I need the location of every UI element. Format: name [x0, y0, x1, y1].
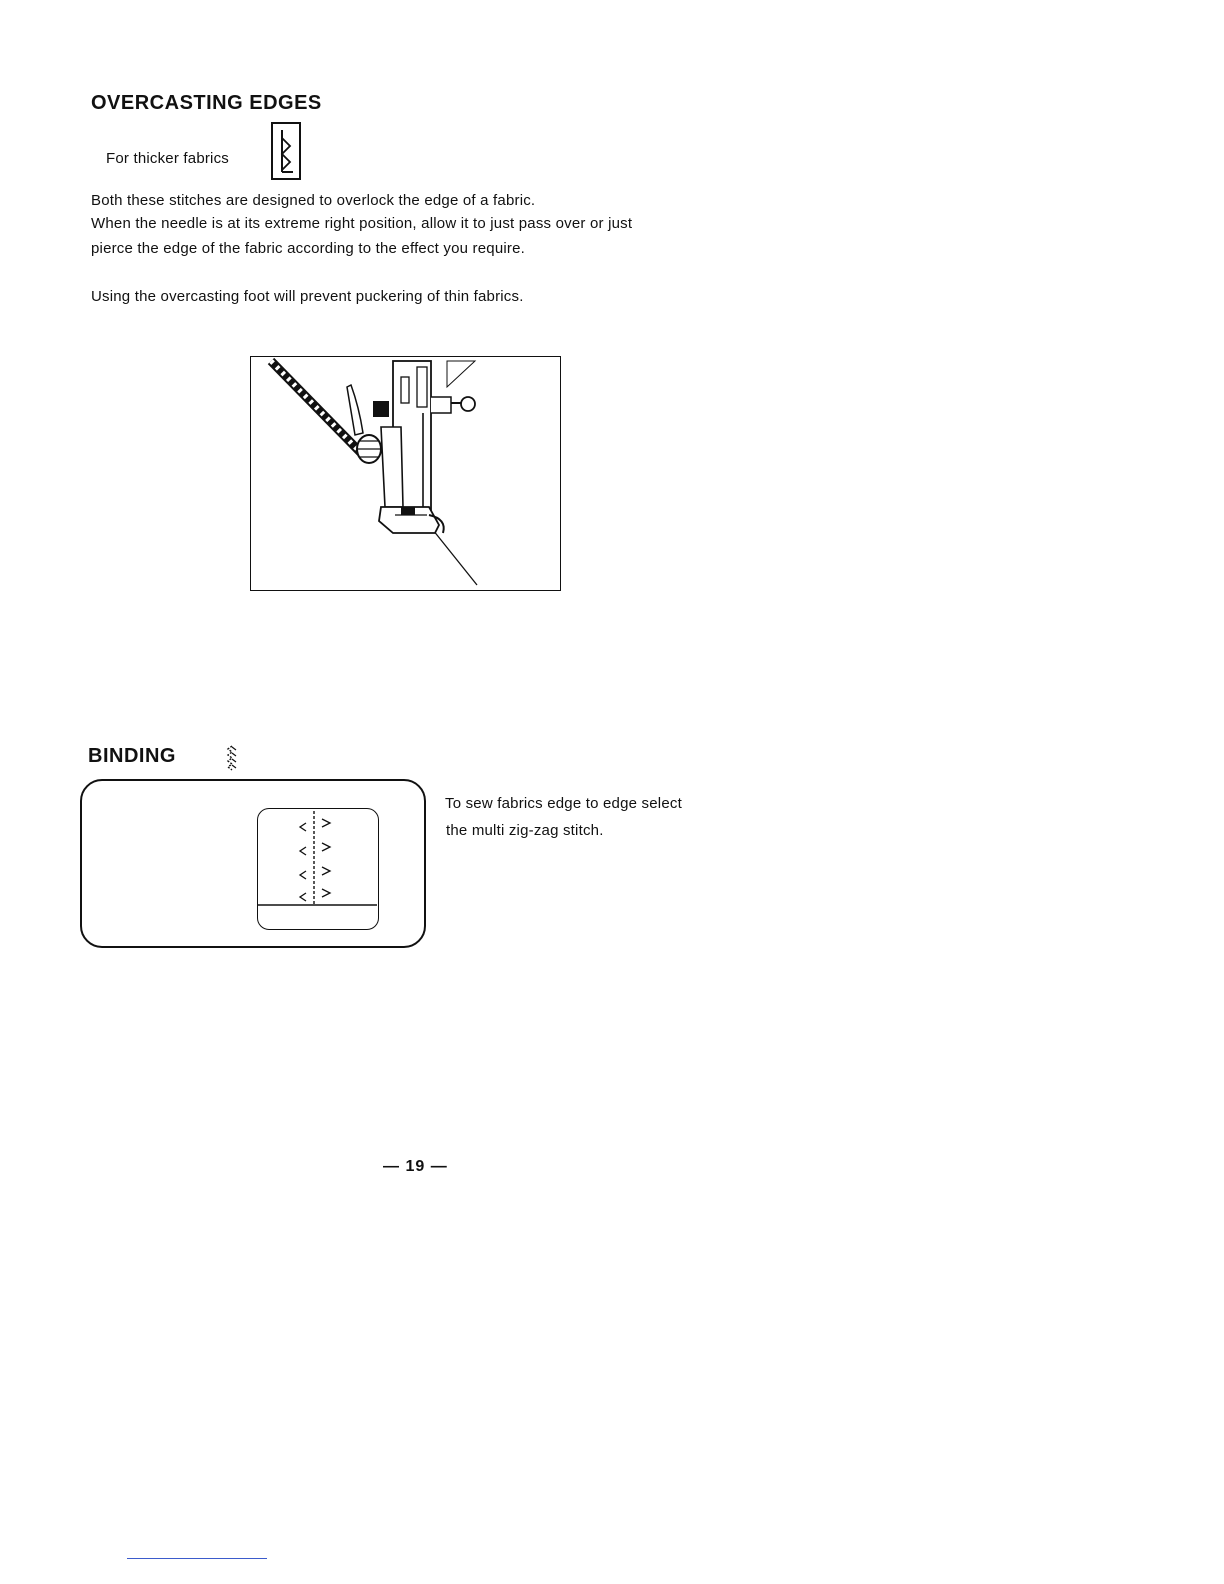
overcasting-title: OVERCASTING EDGES [91, 92, 322, 114]
binding-description-line-1: To sew fabrics edge to edge select [445, 795, 682, 812]
overcasting-foot-illustration [250, 356, 561, 591]
overcasting-paragraph-line-3: pierce the edge of the fabric according to the effect you require. [91, 240, 526, 257]
overlock-stitch-icon [271, 122, 301, 180]
thicker-fabrics-label: For thicker fabrics [106, 150, 229, 167]
overcasting-paragraph-line-2: When the needle is at its extreme right position, allow it to just pass over or just [91, 215, 633, 232]
binding-stitch-illustration [80, 779, 426, 948]
multi-zigzag-icon [224, 744, 240, 772]
stitch-window [257, 808, 379, 930]
overcasting-note: Using the overcasting foot will prevent puckering of thin fabrics. [91, 288, 524, 305]
binding-description-line-2: the multi zig-zag stitch. [446, 822, 604, 839]
page-number: — 19 — [383, 1158, 448, 1175]
overcasting-paragraph-line-1: Both these stitches are designed to overlock the edge of a fabric. [91, 192, 536, 209]
footer-divider [127, 1558, 267, 1559]
binding-title: BINDING [88, 745, 176, 767]
